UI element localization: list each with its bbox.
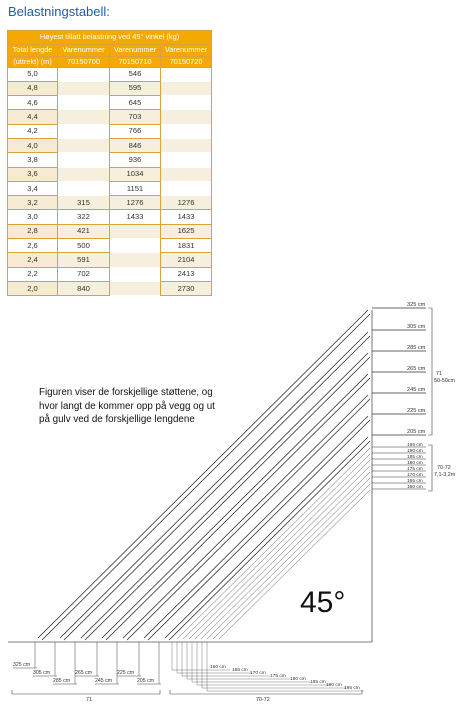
table-row bbox=[8, 267, 212, 281]
cell-load-b bbox=[110, 224, 161, 238]
cell-load-a: 591 bbox=[58, 253, 110, 267]
cell-length: 2,4 bbox=[8, 253, 58, 267]
col-header-item-b: Varenummer bbox=[110, 44, 161, 56]
cell-load-c: 2413 bbox=[161, 267, 212, 281]
floor-distance-label: 180 cm bbox=[290, 677, 306, 682]
floor-distance-label: 245 cm bbox=[95, 678, 113, 684]
floor-group-right: 70-72 bbox=[256, 697, 270, 703]
cell-length: 3,0 bbox=[8, 210, 58, 224]
col-header-item-a: Varenummer bbox=[58, 44, 110, 56]
cell-load-a bbox=[58, 110, 110, 124]
table-row bbox=[8, 224, 212, 238]
wall-height-label: 325 cm bbox=[407, 302, 426, 308]
table-row bbox=[8, 253, 212, 267]
floor-distance-label: 205 cm bbox=[137, 678, 155, 684]
wall-height-label: 170 cm bbox=[407, 473, 423, 479]
wall-group-upper-code: 71 bbox=[436, 371, 442, 377]
table-row bbox=[8, 138, 212, 152]
cell-load-c bbox=[161, 96, 212, 110]
cell-load-a bbox=[58, 167, 110, 181]
floor-distance-label: 285 cm bbox=[53, 678, 71, 684]
cell-load-c bbox=[161, 124, 212, 138]
cell-load-c: 1625 bbox=[161, 224, 212, 238]
strut-line bbox=[219, 490, 370, 639]
cell-length: 3,4 bbox=[8, 181, 58, 195]
floor-distance-label: 305 cm bbox=[33, 670, 51, 676]
wall-height-label: 175 cm bbox=[407, 467, 423, 473]
cell-load-b: 645 bbox=[110, 96, 161, 110]
wall-height-label: 265 cm bbox=[407, 366, 426, 372]
load-table bbox=[7, 30, 211, 296]
floor-bracket-left bbox=[12, 690, 160, 694]
cell-load-a bbox=[58, 67, 110, 81]
wall-group-lower-code: 70-72 bbox=[437, 465, 451, 471]
cell-load-c bbox=[161, 167, 212, 181]
cell-length: 4,8 bbox=[8, 81, 58, 95]
cell-load-a bbox=[58, 153, 110, 167]
table-row bbox=[8, 96, 212, 110]
cell-load-c: 1433 bbox=[161, 210, 212, 224]
cell-load-a bbox=[58, 81, 110, 95]
cell-load-b: 766 bbox=[110, 124, 161, 138]
floor-distance-label: 225 cm bbox=[117, 670, 135, 676]
cell-load-c: 1831 bbox=[161, 239, 212, 253]
wall-bracket-lower bbox=[428, 445, 432, 491]
cell-load-c bbox=[161, 138, 212, 152]
cell-load-b: 1433 bbox=[110, 210, 161, 224]
wall-height-label: 185 cm bbox=[407, 455, 423, 461]
wall-group-upper-range: 50-50cm bbox=[434, 378, 455, 384]
table-row bbox=[8, 196, 212, 210]
wall-group-lower-range: 7,1-3,2m bbox=[434, 472, 456, 478]
floor-distance-label: 160 cm bbox=[210, 665, 226, 670]
wall-height-label: 190 cm bbox=[407, 449, 423, 455]
cell-length: 5,0 bbox=[8, 67, 58, 81]
cell-length: 2,6 bbox=[8, 239, 58, 253]
wall-height-label: 305 cm bbox=[407, 324, 426, 330]
cell-load-a bbox=[58, 138, 110, 152]
floor-distance-label: 190 cm bbox=[326, 683, 342, 688]
floor-distance-label: 265 cm bbox=[75, 670, 93, 676]
figure-caption: Figuren viser de forskjellige støttene, og hvor langt de kommer opp på vegg og ut på gulv ved de forskjellige lengdene bbox=[39, 387, 215, 426]
floor-distance-label: 165 cm bbox=[232, 668, 248, 673]
table-row bbox=[8, 124, 212, 138]
wall-height-label: 195 cm bbox=[407, 443, 423, 449]
cell-load-c: 2104 bbox=[161, 253, 212, 267]
cell-length: 4,0 bbox=[8, 138, 58, 152]
cell-length: 2,0 bbox=[8, 281, 58, 295]
page-title: Belastningstabell: bbox=[8, 4, 110, 19]
table-row bbox=[8, 239, 212, 253]
strut-line bbox=[213, 484, 370, 639]
cell-length: 3,8 bbox=[8, 153, 58, 167]
cell-load-a: 500 bbox=[58, 239, 110, 253]
cell-load-c bbox=[161, 110, 212, 124]
cell-load-a: 322 bbox=[58, 210, 110, 224]
cell-load-c bbox=[161, 153, 212, 167]
floor-group-left: 71 bbox=[86, 697, 92, 703]
cell-load-c: 1276 bbox=[161, 196, 212, 210]
cell-length: 4,4 bbox=[8, 110, 58, 124]
cell-load-a: 421 bbox=[58, 224, 110, 238]
table-row bbox=[8, 110, 212, 124]
table-row bbox=[8, 167, 212, 181]
col-header-item-c: Varenummer bbox=[161, 44, 212, 56]
cell-length: 4,2 bbox=[8, 124, 58, 138]
wall-height-label: 205 cm bbox=[407, 429, 426, 435]
table-row bbox=[8, 153, 212, 167]
floor-distance-label: 175 cm bbox=[270, 674, 286, 679]
col-subheader-item-c: 70150720 bbox=[161, 56, 212, 67]
wall-height-label: 245 cm bbox=[407, 387, 426, 393]
cell-load-a: 840 bbox=[58, 281, 110, 295]
cell-load-a bbox=[58, 181, 110, 195]
angle-label: 45° bbox=[300, 586, 346, 619]
table-row bbox=[8, 67, 212, 81]
floor-distance-label: 325 cm bbox=[13, 662, 31, 668]
cell-load-b: 546 bbox=[110, 67, 161, 81]
cell-load-c: 2730 bbox=[161, 281, 212, 295]
table-caption: Høyest tillatt belastning ved 45° vinkel (kg) bbox=[8, 31, 212, 45]
floor-distance-label: 195 cm bbox=[344, 686, 360, 691]
cell-load-a bbox=[58, 124, 110, 138]
col-subheader-length: (uttrekt) (m) bbox=[8, 56, 58, 67]
cell-length: 4,6 bbox=[8, 96, 58, 110]
cell-load-b: 595 bbox=[110, 81, 161, 95]
cell-length: 2,8 bbox=[8, 224, 58, 238]
col-subheader-item-a: 70150700 bbox=[58, 56, 110, 67]
cell-load-a: 315 bbox=[58, 196, 110, 210]
cell-load-c bbox=[161, 67, 212, 81]
cell-load-c bbox=[161, 181, 212, 195]
cell-load-b: 703 bbox=[110, 110, 161, 124]
wall-bracket-upper bbox=[428, 308, 432, 435]
wall-height-label: 160 cm bbox=[407, 485, 423, 491]
table-row bbox=[8, 210, 212, 224]
cell-load-a: 702 bbox=[58, 267, 110, 281]
cell-load-b bbox=[110, 267, 161, 281]
cell-load-b: 1151 bbox=[110, 181, 161, 195]
cell-load-a bbox=[58, 96, 110, 110]
cell-load-b bbox=[110, 253, 161, 267]
cell-load-b: 1276 bbox=[110, 196, 161, 210]
cell-load-b: 936 bbox=[110, 153, 161, 167]
table-row bbox=[8, 81, 212, 95]
cell-load-c bbox=[161, 81, 212, 95]
wall-height-label: 180 cm bbox=[407, 461, 423, 467]
wall-height-label: 285 cm bbox=[407, 345, 426, 351]
cell-load-b: 1034 bbox=[110, 167, 161, 181]
cell-load-b: 846 bbox=[110, 138, 161, 152]
cell-load-b bbox=[110, 239, 161, 253]
floor-distance-label: 170 cm bbox=[250, 671, 266, 676]
cell-length: 3,6 bbox=[8, 167, 58, 181]
table-row bbox=[8, 181, 212, 195]
col-subheader-item-b: 70150710 bbox=[110, 56, 161, 67]
wall-height-label: 165 cm bbox=[407, 479, 423, 485]
floor-bracket-right bbox=[170, 690, 362, 694]
cell-length: 3,2 bbox=[8, 196, 58, 210]
cell-length: 2,2 bbox=[8, 267, 58, 281]
strut-line bbox=[207, 478, 370, 639]
floor-distance-label: 185 cm bbox=[310, 680, 326, 685]
support-diagram bbox=[0, 290, 472, 708]
col-header-length: Total lengde bbox=[8, 44, 58, 56]
wall-height-label: 225 cm bbox=[407, 408, 426, 414]
